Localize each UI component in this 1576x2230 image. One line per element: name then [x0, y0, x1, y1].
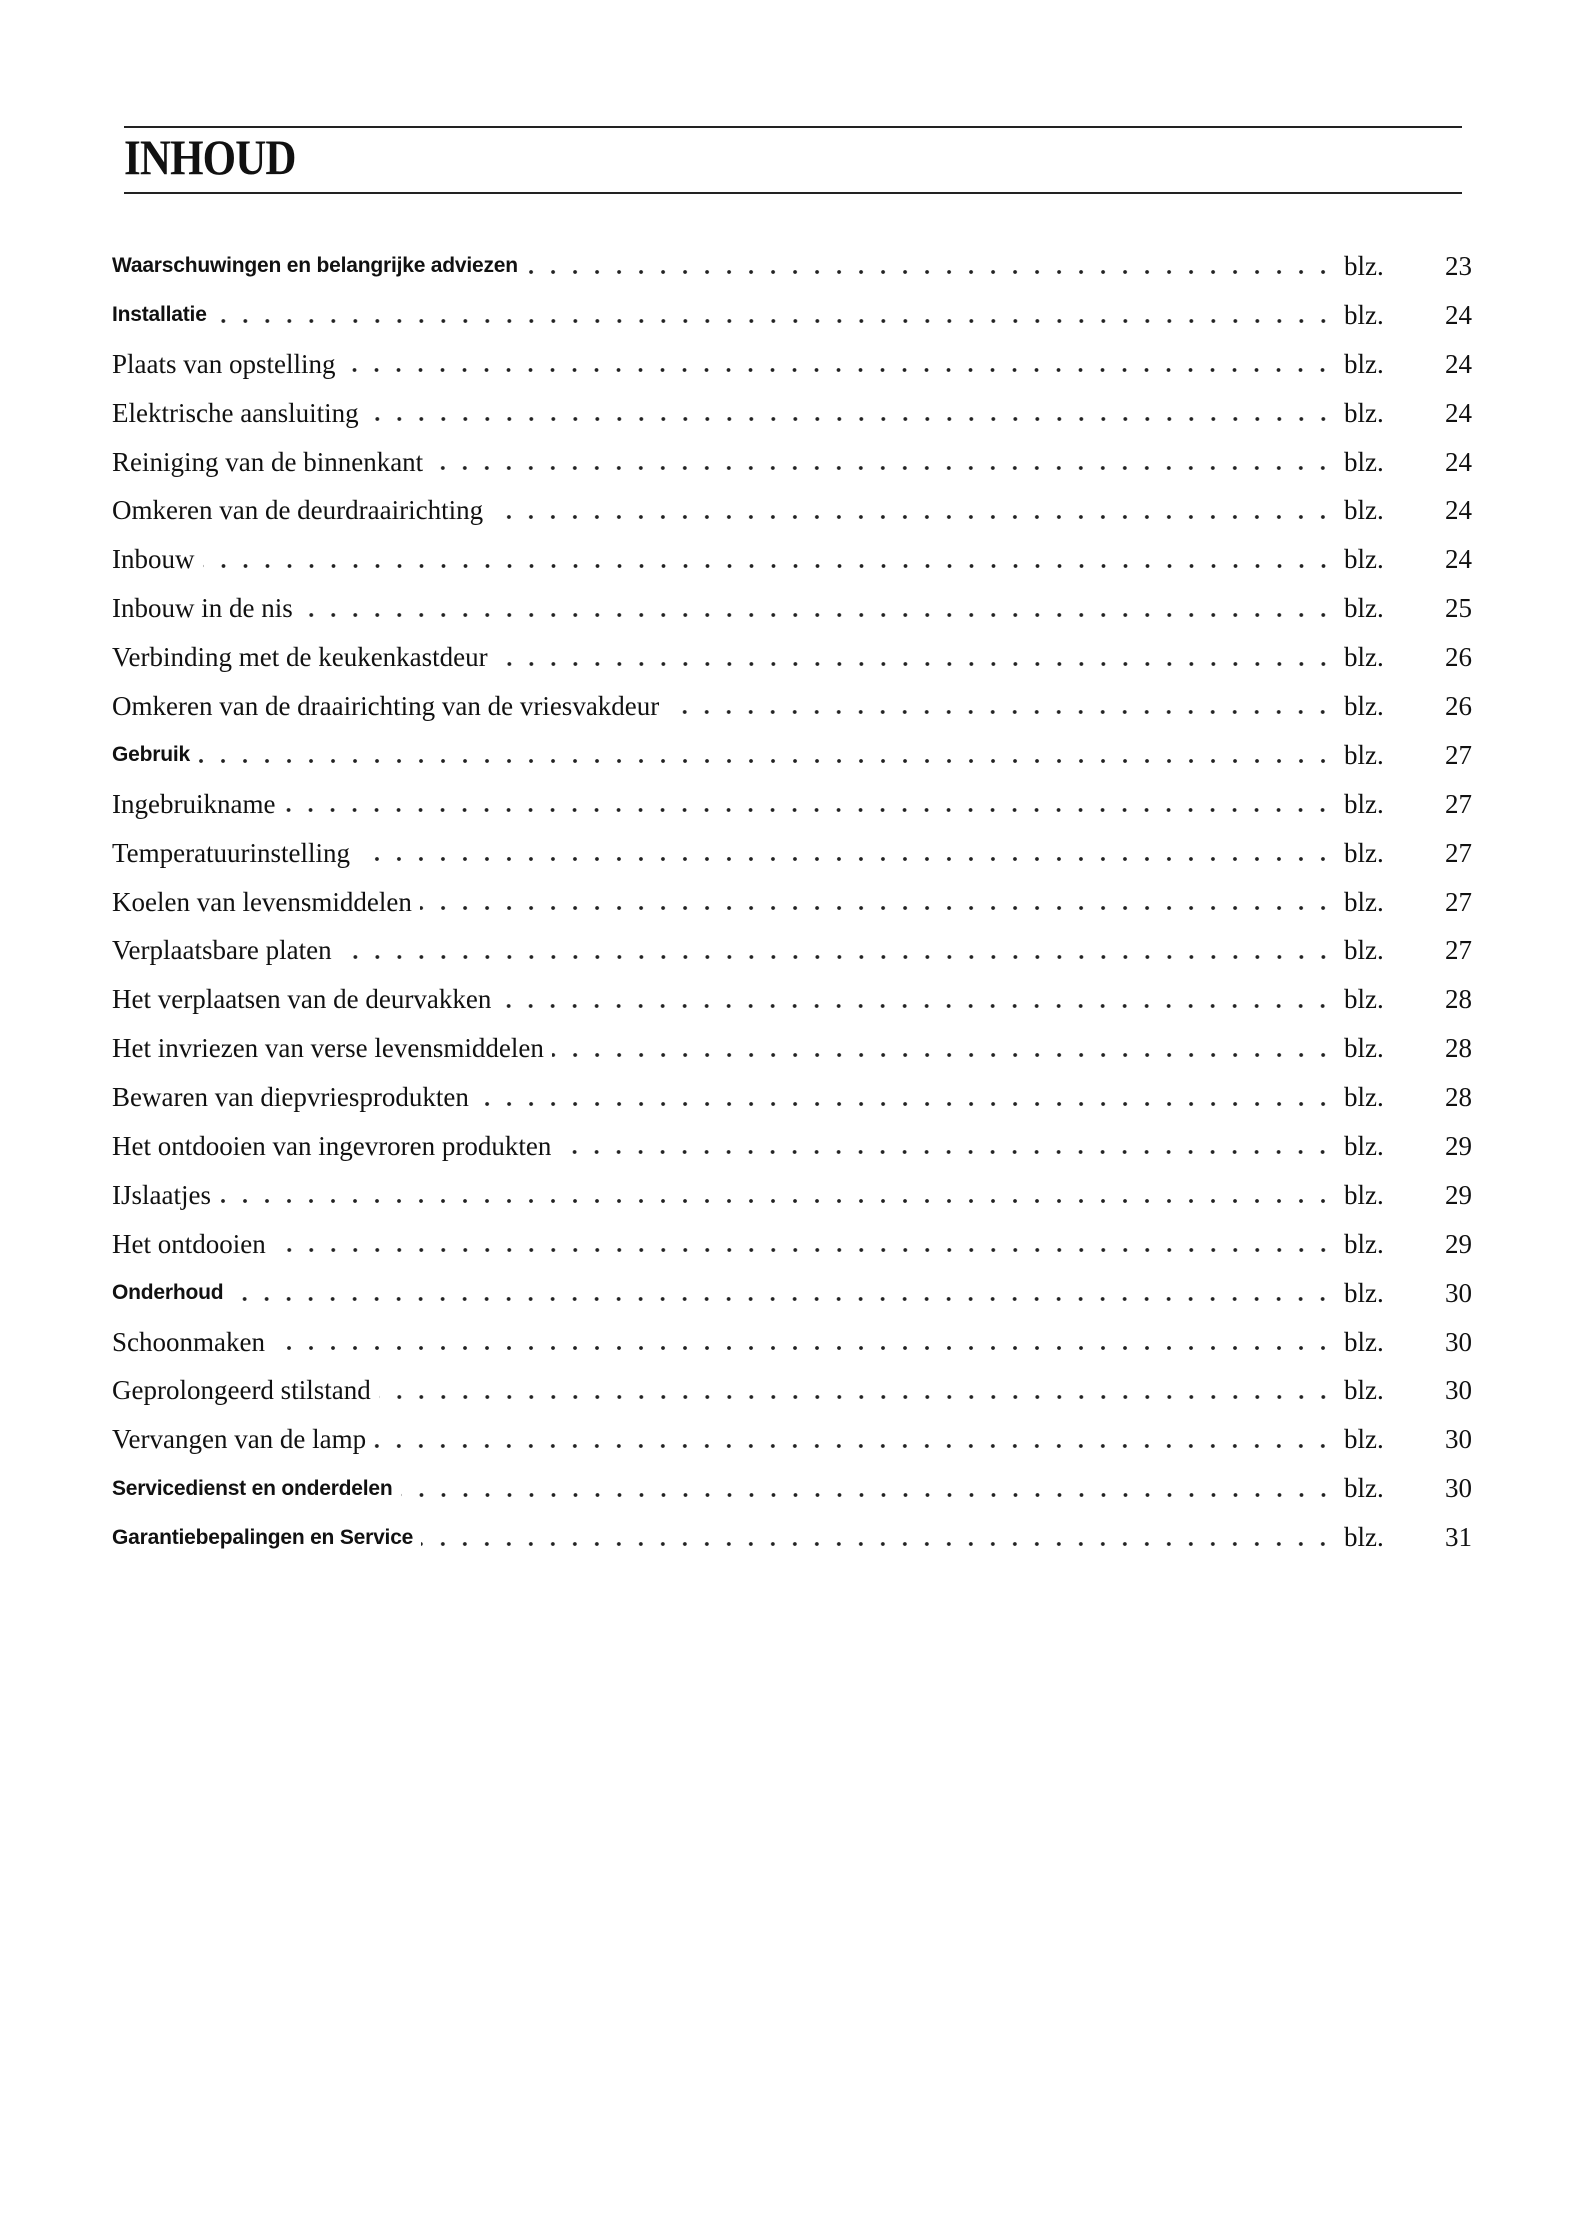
toc-entry-page-prefix: blz.: [1344, 1082, 1384, 1113]
toc-entry-label: Inbouw: [112, 544, 195, 575]
toc-entry-label: Omkeren van de deurdraairichting: [112, 495, 484, 526]
toc-entry-page-prefix: blz.: [1344, 1326, 1384, 1357]
table-of-contents: [112, 242, 1472, 1562]
toc-entry-label: Bewaren van diepvriesprodukten: [112, 1082, 469, 1113]
toc-entry: [112, 780, 1472, 829]
toc-entry: [112, 242, 1472, 291]
toc-entry: [112, 731, 1472, 780]
toc-entry: [112, 926, 1472, 975]
toc-entry-label: Vervangen van de lamp: [112, 1424, 367, 1455]
toc-entry-page-number: 24: [1445, 495, 1472, 526]
toc-entry-page-prefix: blz.: [1344, 1375, 1384, 1406]
toc-entry-label: Ingebruikname: [112, 788, 276, 819]
toc-dot-leader: [283, 800, 1334, 820]
toc-dot-leader: [215, 311, 1334, 331]
toc-entry-page-number: 24: [1445, 299, 1472, 330]
header-rule-bottom: [124, 192, 1462, 194]
toc-entry: [112, 829, 1472, 878]
toc-dot-leader: [274, 1240, 1334, 1260]
toc-entry: [112, 878, 1472, 927]
toc-dot-leader: [496, 654, 1334, 674]
toc-entry: [112, 1220, 1472, 1269]
toc-entry-page-number: 24: [1445, 446, 1472, 477]
toc-entry-label: Schoonmaken: [112, 1326, 265, 1357]
toc-entry-page-prefix: blz.: [1344, 348, 1384, 379]
toc-dot-leader: [219, 1191, 1334, 1211]
toc-entry-page-number: 30: [1445, 1375, 1472, 1406]
page-title: INHOUD: [124, 129, 296, 185]
toc-entry-page-prefix: blz.: [1344, 837, 1384, 868]
toc-entry-page-number: 24: [1445, 397, 1472, 428]
toc-entry-page-number: 27: [1445, 935, 1472, 966]
toc-entry-page-prefix: blz.: [1344, 886, 1384, 917]
toc-entry-page-number: 31: [1445, 1522, 1472, 1553]
toc-entry-label: Servicedienst en onderdelen: [112, 1476, 393, 1500]
toc-entry-page-number: 29: [1445, 1130, 1472, 1161]
toc-entry: [112, 389, 1472, 438]
toc-dot-leader: [552, 1045, 1334, 1065]
toc-dot-leader: [526, 262, 1334, 282]
toc-entry-page-number: 26: [1445, 642, 1472, 673]
toc-entry-page-number: 27: [1445, 739, 1472, 770]
toc-entry-page-prefix: blz.: [1344, 935, 1384, 966]
toc-entry-page-prefix: blz.: [1344, 1277, 1384, 1308]
toc-entry-page-prefix: blz.: [1344, 788, 1384, 819]
toc-entry: [112, 340, 1472, 389]
toc-entry: [112, 975, 1472, 1024]
toc-entry-page-number: 24: [1445, 348, 1472, 379]
toc-entry: [112, 1269, 1472, 1318]
toc-entry-label: Reiniging van de binnenkant: [112, 446, 424, 477]
toc-entry: [112, 1073, 1472, 1122]
toc-entry-page-prefix: blz.: [1344, 1179, 1384, 1210]
toc-entry-label: IJslaatjes: [112, 1179, 211, 1210]
toc-entry-label: Het verplaatsen van de deurvakken: [112, 984, 492, 1015]
toc-entry: [112, 682, 1472, 731]
toc-entry-label: Koelen van levensmiddelen: [112, 886, 412, 917]
toc-entry-page-number: 27: [1445, 837, 1472, 868]
toc-entry-page-prefix: blz.: [1344, 642, 1384, 673]
toc-entry-page-prefix: blz.: [1344, 1424, 1384, 1455]
toc-dot-leader: [477, 1094, 1334, 1114]
toc-entry-label: Het ontdooien van ingevroren produkten: [112, 1130, 552, 1161]
toc-dot-leader: [420, 898, 1334, 918]
toc-entry-page-number: 28: [1445, 984, 1472, 1015]
toc-entry-label: Omkeren van de draairichting van de vriesvakdeur: [112, 690, 660, 721]
toc-dot-leader: [301, 605, 1334, 625]
toc-entry-page-number: 25: [1445, 593, 1472, 624]
toc-entry-label: Onderhoud: [112, 1281, 224, 1305]
toc-dot-leader: [401, 1485, 1334, 1505]
toc-entry-page-prefix: blz.: [1344, 739, 1384, 770]
toc-entry-page-prefix: blz.: [1344, 1522, 1384, 1553]
toc-entry: [112, 1366, 1472, 1415]
toc-entry: [112, 1415, 1472, 1464]
toc-entry-page-prefix: blz.: [1344, 1033, 1384, 1064]
toc-dot-leader: [491, 507, 1334, 527]
toc-entry-page-prefix: blz.: [1344, 544, 1384, 575]
toc-dot-leader: [499, 996, 1334, 1016]
toc-entry: [112, 1513, 1472, 1562]
toc-entry-page-prefix: blz.: [1344, 1130, 1384, 1161]
toc-entry-page-number: 26: [1445, 690, 1472, 721]
toc-dot-leader: [343, 360, 1334, 380]
toc-entry: [112, 633, 1472, 682]
toc-entry-label: Plaats van opstelling: [112, 348, 336, 379]
toc-entry-label: Elektrische aansluiting: [112, 397, 359, 428]
toc-entry-page-number: 23: [1445, 250, 1472, 281]
toc-entry: [112, 1024, 1472, 1073]
toc-entry-page-prefix: blz.: [1344, 446, 1384, 477]
toc-entry-page-number: 30: [1445, 1473, 1472, 1504]
toc-entry-page-prefix: blz.: [1344, 984, 1384, 1015]
toc-entry: [112, 1122, 1472, 1171]
toc-entry-page-number: 28: [1445, 1033, 1472, 1064]
toc-entry-label: Verbinding met de keukenkastdeur: [112, 642, 488, 673]
toc-dot-leader: [374, 1436, 1334, 1456]
toc-entry: [112, 535, 1472, 584]
toc-entry-label: Verplaatsbare platen: [112, 935, 332, 966]
toc-entry-page-prefix: blz.: [1344, 690, 1384, 721]
toc-entry: [112, 584, 1472, 633]
toc-dot-leader: [667, 702, 1334, 722]
toc-entry-page-prefix: blz.: [1344, 299, 1384, 330]
toc-entry-label: Temperatuurinstelling: [112, 837, 351, 868]
toc-entry-page-prefix: blz.: [1344, 593, 1384, 624]
toc-entry-label: Installatie: [112, 303, 207, 327]
toc-entry-page-number: 24: [1445, 544, 1472, 575]
toc-dot-leader: [340, 947, 1334, 967]
toc-dot-leader: [379, 1387, 1334, 1407]
toc-entry-page-number: 30: [1445, 1277, 1472, 1308]
toc-entry-page-number: 30: [1445, 1326, 1472, 1357]
toc-dot-leader: [198, 751, 1334, 771]
toc-entry-label: Het invriezen van verse levensmiddelen: [112, 1033, 544, 1064]
toc-entry-page-number: 27: [1445, 788, 1472, 819]
toc-entry: [112, 1171, 1472, 1220]
header-rule-top: [124, 126, 1462, 128]
toc-entry: [112, 1318, 1472, 1367]
toc-entry-page-number: 28: [1445, 1082, 1472, 1113]
toc-entry-page-prefix: blz.: [1344, 397, 1384, 428]
toc-dot-leader: [358, 849, 1334, 869]
toc-entry: [112, 1464, 1472, 1513]
toc-entry-page-number: 30: [1445, 1424, 1472, 1455]
toc-entry: [112, 486, 1472, 535]
toc-dot-leader: [203, 556, 1335, 576]
toc-entry-page-number: 29: [1445, 1179, 1472, 1210]
toc-entry-label: Gebruik: [112, 743, 190, 767]
toc-dot-leader: [431, 458, 1334, 478]
toc-entry-page-prefix: blz.: [1344, 250, 1384, 281]
toc-entry-label: Waarschuwingen en belangrijke adviezen: [112, 254, 518, 278]
toc-entry-page-prefix: blz.: [1344, 1473, 1384, 1504]
toc-dot-leader: [559, 1142, 1334, 1162]
toc-dot-leader: [231, 1289, 1334, 1309]
toc-dot-leader: [273, 1338, 1334, 1358]
toc-entry: [112, 291, 1472, 340]
toc-entry-page-prefix: blz.: [1344, 1228, 1384, 1259]
toc-dot-leader: [367, 409, 1334, 429]
toc-entry-label: Inbouw in de nis: [112, 593, 293, 624]
toc-entry-page-number: 27: [1445, 886, 1472, 917]
toc-dot-leader: [421, 1534, 1334, 1554]
toc-entry-label: Het ontdooien: [112, 1228, 266, 1259]
toc-entry-page-number: 29: [1445, 1228, 1472, 1259]
toc-entry: [112, 438, 1472, 487]
toc-entry-label: Garantiebepalingen en Service: [112, 1525, 414, 1549]
toc-entry-label: Geprolongeerd stilstand: [112, 1375, 371, 1406]
toc-entry-page-prefix: blz.: [1344, 495, 1384, 526]
